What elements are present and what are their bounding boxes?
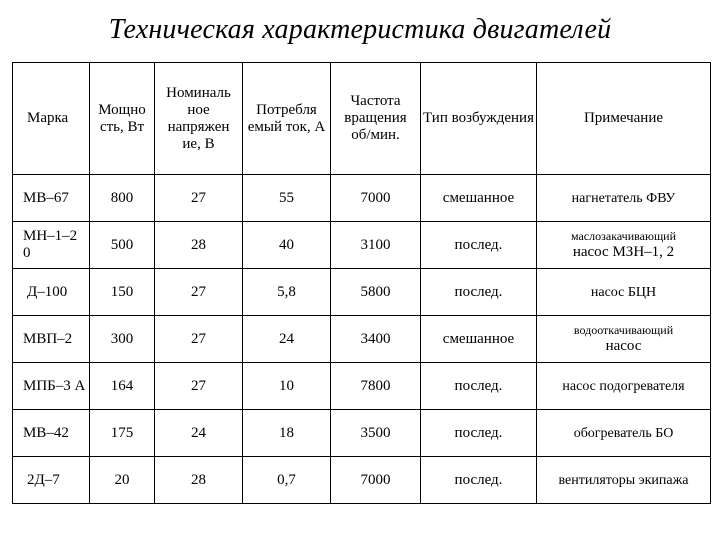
cell-power: 500 [90,222,155,269]
cell-voltage: 27 [155,316,243,363]
header-voltage: Номиналь ное напряжен ие, В [155,63,243,175]
cell-note: обогреватель БО [537,410,711,457]
page-title: Техническая характеристика двигателей [108,14,612,45]
cell-excitation: смешанное [421,175,537,222]
note-line-1: водооткачивающий [573,323,674,337]
cell-current: 40 [243,222,331,269]
cell-voltage: 24 [155,410,243,457]
cell-power: 20 [90,457,155,504]
motor-specs-table [12,62,711,504]
table-row [13,316,711,363]
cell-frequency: 3400 [331,316,421,363]
cell-frequency: 7800 [331,363,421,410]
table-row [13,457,711,504]
cell-current: 5,8 [243,269,331,316]
cell-excitation: послед. [421,410,537,457]
header-frequency: Частота вращения об/мин. [331,63,421,175]
cell-mark: 2Д–7 [13,457,90,504]
cell-voltage: 28 [155,457,243,504]
cell-power: 300 [90,316,155,363]
header-power: Мощно сть, Вт [90,63,155,175]
cell-excitation: послед. [421,457,537,504]
cell-current: 55 [243,175,331,222]
header-excitation: Тип возбуждения [421,63,537,175]
cell-note: вентиляторы экипажа [537,457,711,504]
cell-current: 18 [243,410,331,457]
cell-frequency: 7000 [331,175,421,222]
cell-voltage: 27 [155,175,243,222]
cell-power: 800 [90,175,155,222]
cell-note: нагнетатель ФВУ [537,175,711,222]
cell-power: 164 [90,363,155,410]
table-header-row [13,63,711,175]
cell-excitation: смешанное [421,316,537,363]
cell-excitation: послед. [421,222,537,269]
cell-excitation: послед. [421,363,537,410]
cell-mark: МПБ–3 А [13,363,90,410]
table-row [13,269,711,316]
cell-voltage: 27 [155,269,243,316]
cell-frequency: 3100 [331,222,421,269]
cell-mark: МВП–2 [13,316,90,363]
table-row [13,410,711,457]
cell-note [537,222,711,269]
note-line-2: насос [605,338,642,354]
table-row [13,363,711,410]
cell-voltage: 28 [155,222,243,269]
cell-current: 10 [243,363,331,410]
cell-note: насос подогревателя [537,363,711,410]
cell-current: 24 [243,316,331,363]
table-row [13,222,711,269]
header-note: Примечание [537,63,711,175]
cell-power: 175 [90,410,155,457]
cell-note: насос БЦН [537,269,711,316]
cell-frequency: 7000 [331,457,421,504]
cell-mark: МВ–42 [13,410,90,457]
cell-power: 150 [90,269,155,316]
cell-excitation: послед. [421,269,537,316]
table-row [13,175,711,222]
note-line-1: маслозакачивающий [570,229,677,243]
cell-current: 0,7 [243,457,331,504]
header-current: Потребля емый ток, А [243,63,331,175]
cell-mark: Д–100 [13,269,90,316]
note-line-2: насос МЗН–1, 2 [572,244,675,260]
cell-frequency: 5800 [331,269,421,316]
cell-frequency: 3500 [331,410,421,457]
cell-mark: МВ–67 [13,175,90,222]
cell-voltage: 27 [155,363,243,410]
cell-note [537,316,711,363]
header-mark: Марка [13,63,90,175]
cell-mark: МН–1–2 0 [13,222,90,269]
